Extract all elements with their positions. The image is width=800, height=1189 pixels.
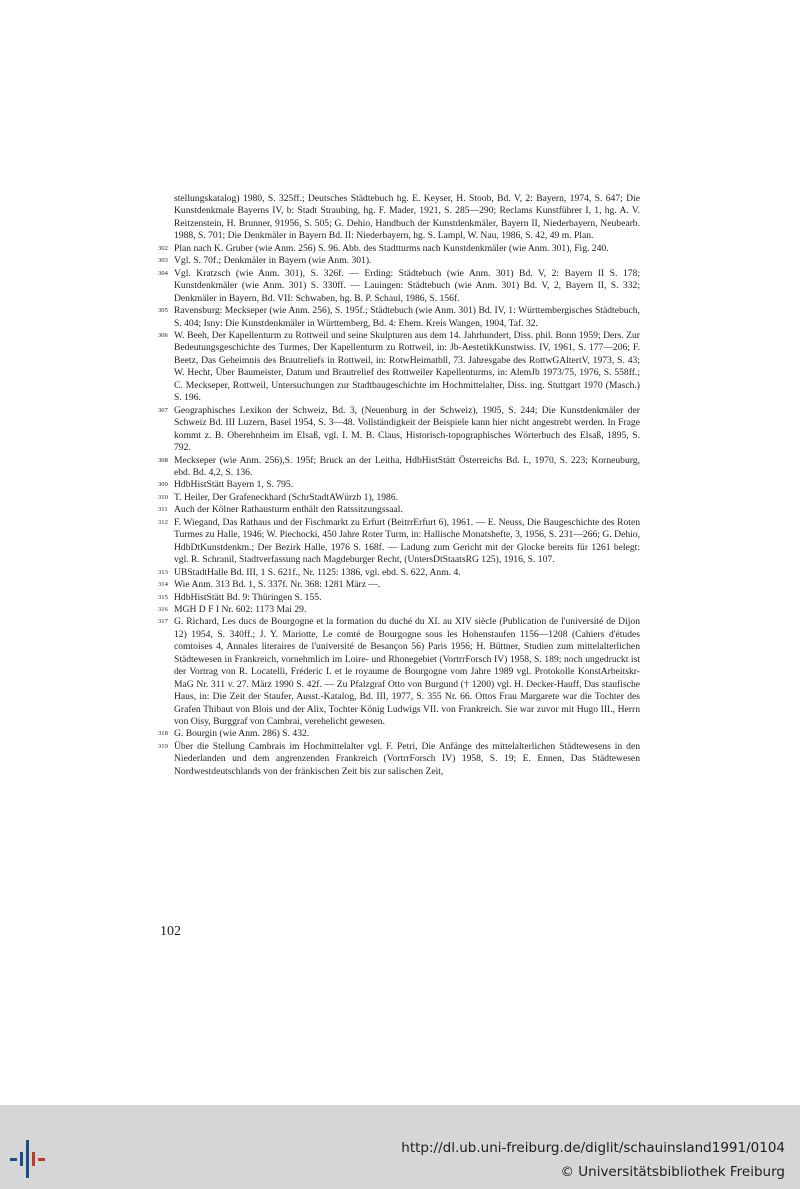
footnote-number: 302 <box>158 244 168 252</box>
footnote-317 <box>160 616 640 728</box>
footnote-number: 316 <box>158 605 168 613</box>
footnote-number: 303 <box>158 257 168 265</box>
footnote-text: Meckseper (wie Anm. 256),S. 195f; Bruck an der Leitha, HdbHistStätt Österreichs Bd. I., 1970, S. 223; Korneuburg, ebd. Bd. 4,2, S. 136. <box>174 454 640 478</box>
footnote-text: Plan nach K. Gruber (wie Anm. 256) S. 96. Abb. des Stadtturms nach Kunstdenkmäler (wie Anm. 301), Fig. 240. <box>174 242 609 254</box>
footnote-number: 306 <box>158 331 168 339</box>
permalink-url[interactable]: http://dl.ub.uni-freiburg.de/diglit/schauinsland1991/0104 <box>401 1140 785 1156</box>
footnote-319 <box>160 741 640 778</box>
library-logo-icon[interactable] <box>10 1136 50 1178</box>
footnote-306 <box>160 330 640 405</box>
footnote-text: G. Richard, Les ducs de Bourgogne et la formation du duché du XI. au XIV siècle (Publication de l'université de Dijon 12) 1954, S. 340ff.; J. Y. Mariotte, Le comté de Bourgogne sous les Hohenstaufen 1156—1208 (Cahiers d'études comtoises 4, Annales literaires de l'université de Besançon 56) Paris 1956; H. Büttner, Studien zum mittelalterlichen Städtewesen in Frankreich, vornehmlich im Loire- und Rhonegebiet (VortrrForsch IV) 1958, S. 189; noch ungedruckt ist der Vortrag von R. Locatelli, Fréderic I. et le royaume de Bourgogne vom Jahre 1989 vgl. Protokolle KonstArbeitskr-MaG Nr. 311 v. 27. März 1990 S. 42f. — Zu Pfalzgraf Otto von Burgund († 1200) vgl. H. Decker-Hauff, Das staufische Haus, in: Die Zeit der Staufer, Ausst.-Katalog, Bd. III, 1977, S. 355 Nr. 66. Ottos Frau Margarete war die Tochter des Grafen Thibaut von Blois und der Alix, Tochter König Ludwigs VII. von Frankreich. Sie war zuvor mit Hugo III., Herrn von Oisy, Burggraf von Cambrai, verehelicht gewesen. <box>174 616 640 728</box>
footnote-number: 307 <box>158 406 168 414</box>
footnote-314 <box>160 579 640 591</box>
footnote-text: F. Wiegand, Das Rathaus und der Fischmarkt zu Erfurt (BeitrrErfurt 6), 1961. — E. Neuss, Die Baugeschichte des Roten Turmes zu Halle, 1946; W. Piechocki, 450 Jahre Roter Turm, in: Hallische Monatshefte, 3, 1956, S. 231—266; G. Dehio, HdbDtKunstdenkm.; Der Bezirk Halle, 1976 S. 168f. — Ladung zum Gericht mit der Glocke bereits für 1261 belegt: vgl. R. Schranil, Stadtverfassung nach Magdeburger Recht, (UntersDtStaatsRG 125), 1916, S. 107. <box>174 516 640 566</box>
footnote-316 <box>160 604 640 616</box>
footnote-text: Geographisches Lexikon der Schweiz, Bd. 3, (Neuenburg in der Schweiz), 1905, S. 244; Die Kunstdenkmäler der Schweiz Bd. III Luzern, Basel 1954, S. 3—48. Vollständigkeit der Beispiele kann hier nicht angestrebt werden. In Frage kommt z. B. Oberehnheim im Elsaß, vgl. I. M. B. Claus, Historisch-topographisches Wörterbuch des Elsaß, 1895, S. 792. <box>174 404 640 454</box>
footnote-number: 314 <box>158 581 168 589</box>
footnote-text: HdbHistStätt Bayern 1, S. 795. <box>174 479 294 491</box>
footnote-310 <box>160 492 640 504</box>
footnote-text: Über die Stellung Cambrais im Hochmittelalter vgl. F. Petri, Die Anfänge des mittelalterlichen Städtewesens in den Niederlanden und dem angrenzenden Frankreich (VortrrForsch IV) 1958, S. 19; E. Ennen, Das Städtewesen Nordwestdeutschlands von der fränkischen Zeit bis zur salischen Zeit, <box>174 740 640 777</box>
footnote-number: 319 <box>158 742 168 750</box>
footnote-text: Vgl. Kratzsch (wie Anm. 301), S. 326f. — Erding: Städtebuch (wie Anm. 301) Bd. V, 2: Bayern II S. 178; Kunstdenkmäler (wie Anm. 301) S. 330ff. — Lauingen: Städtebuch (wie Anm. 301) Bd. V, 2, Bayern II, S. 332; Denkmäler in Bayern, Bd. VII: Schwaben, hg. B. P. Schaul, 1986, S. 156f. <box>174 267 640 304</box>
footnote-text: HdbHistStätt Bd. 9: Thüringen S. 155. <box>174 591 322 603</box>
footnote-text: G. Bourgin (wie Anm. 286) S. 432. <box>174 728 310 740</box>
footnote-continuation <box>160 193 640 243</box>
footnote-number: 317 <box>158 618 168 626</box>
footnote-number: 313 <box>158 568 168 576</box>
footnote-text: Ravensburg: Meckseper (wie Anm. 256), S. 195f.; Städtebuch (wie Anm. 301) Bd. IV, 1: Württembergisches Städtebuch, S. 404; Isny: Die Kunstdenkmäler in Württemberg, Bd. 4: Ehem. Kreis Wangen, 1904, Taf. 32. <box>174 305 640 329</box>
footnote-text: W. Beeh, Der Kapellenturm zu Rottweil und seine Skulpturen aus dem 14. Jahrhundert, Diss. phil. Bonn 1959; Ders. Zur Bedeutungsgeschichte des Turmes, Der Kapellenturm zu Rottweil, in: Jb-AestetikKunstwiss. IV, 1961, S. 177—206; F. Beetz, Das Geheimnis des Brautreliefs in Rottweil, in: RotwHeimatbll, 73. Jahresgabe des RottwGAltertV, 1973, S. 43; W. Hecht, Über Baumeister, Datum und Brautrelief des Rottweiler Kapellenturms, in: AlemJb 1973/75, 1976, S. 558ff.; C. Meckseper, Rottweil, Untersuchungen zur Stadtbaugeschichte im Hochmittelalter, Diss. ing. Stuttgart 1970 (Masch.) S. 196. <box>174 329 640 404</box>
footnote-text: UBStadtHalle Bd. III, 1 S. 621f., Nr. 1125: 1386, vgl. ebd. S. 622, Anm. 4. <box>174 566 461 578</box>
footnote-text: Vgl. S. 70f.; Denkmäler in Bayern (wie Anm. 301). <box>174 255 372 267</box>
footnote-308 <box>160 455 640 480</box>
footnote-number: 308 <box>158 456 168 464</box>
footnote-302 <box>160 243 640 255</box>
footnote-307 <box>160 405 640 455</box>
footnote-text: MGH D F I Nr. 602: 1173 Mai 29. <box>174 603 307 615</box>
footnote-309 <box>160 479 640 491</box>
footnote-315 <box>160 592 640 604</box>
footnote-number: 305 <box>158 307 168 315</box>
footnote-number: 315 <box>158 593 168 601</box>
footnote-305 <box>160 305 640 330</box>
footnote-number: 312 <box>158 518 168 526</box>
copyright-notice: © Universitätsbibliothek Freiburg <box>560 1164 785 1180</box>
footnote-312 <box>160 517 640 567</box>
footnote-number: 311 <box>158 506 168 514</box>
footnote-318 <box>160 728 640 740</box>
footnote-number: 309 <box>158 481 168 489</box>
footnote-number: 304 <box>158 269 168 277</box>
page-number: 102 <box>160 924 181 939</box>
footnote-text: T. Heiler, Der Grafeneckhard (SchrStadtAWürzb 1), 1986. <box>174 491 399 503</box>
footnote-text: Wie Anm. 313 Bd. 1, S. 337f. Nr. 368: 1281 März —. <box>174 579 381 591</box>
footnote-number: 318 <box>158 730 168 738</box>
footnote-313 <box>160 567 640 579</box>
footnotes <box>160 193 640 778</box>
footnote-number: 310 <box>158 493 168 501</box>
footnote-text: Auch der Kölner Rathausturm enthält den Ratssitzungssaal. <box>174 504 403 516</box>
footnote-311 <box>160 504 640 516</box>
footnote-304 <box>160 268 640 305</box>
footnote-text: stellungskatalog) 1980, S. 325ff.; Deutsches Städtebuch hg. E. Keyser, H. Stoob, Bd. V, 2: Bayern, 1974, S. 647; Die Kunstdenkmale Bayerns IV, b: Stadt Straubing, hg. F. Mader, 1921, S. 285—290; Reclams Kunstführer I, 1, hg. A. V. Reitzenstein, H. Brunner, 91956, S. 505; G. Dehio, Handbuch der Kunstdenkmäler, Bayern II, Niederbayern, Neubearb. 1988, S. 701; Die Denkmäler in Bayern Bd. II: Niederbayern, hg. S. Lampl, W. Nau, 1986, S. 42, 49 m. Plan. <box>174 193 640 242</box>
footnote-303 <box>160 255 640 267</box>
